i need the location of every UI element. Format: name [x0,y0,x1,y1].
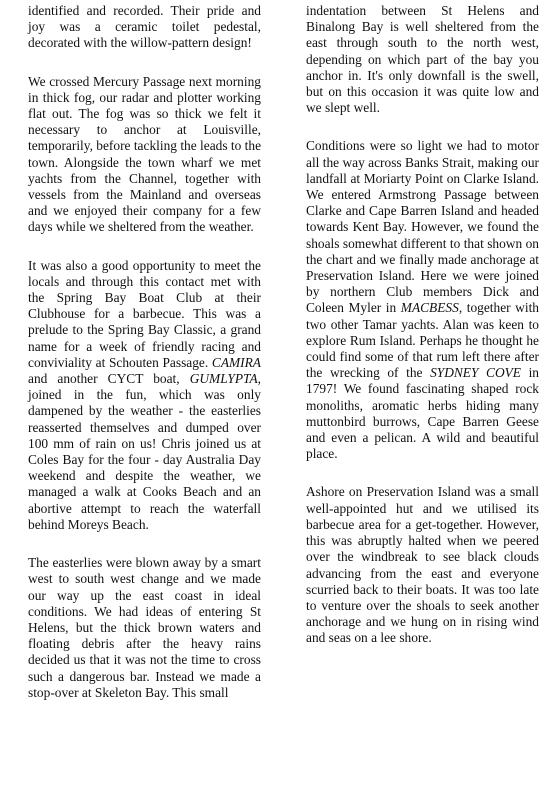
text-run: Conditions were so light we had to motor all the way across Banks Strait, making our landfall at Moriarty Point on Clarke Island. We entered Armstrong Passage between Clarke and Cape Barren Island and headed towards Kent Bay. However, we found the shoals somewhat different to that shown on the chart and we finally made anchorage at Preservation Island. Here we were joined by northern Club members Dick and Coleen Myler in [306,138,539,316]
text-run: Ashore on Preservation Island was a small well-appointed hut and we utilised its barbecue area for a get-together. However, this was abruptly halted when we peered over the windbreak to see black clouds advancing from the east and everyone scurried back to their boats. It was too late to venture over the shoals to seek another anchorage and we hung on in rising wind and seas on a lee shore. [306,484,539,646]
paragraph [28,3,261,52]
text-run: identified and recorded. Their pride and joy was a ceramic toilet pedestal, decorated with the willow-pattern design! [28,3,261,51]
text-run: in 1797! We found fascinating shaped rock monoliths, aromatic herbs hiding many muttonbird burrows, Cape Barren Geese and even a pelican. A wild and beautiful place. [306,365,539,462]
italic-name: MACBESS [400,300,459,316]
text-run: and another CYCT boat, [28,371,190,387]
text-run: , together with two other Tamar yachts. Alan was keen to explore Rum Island. Perhaps he thought he could find some of that rum left there after the wrecking of the [306,300,539,381]
paragraph [28,74,261,236]
italic-name: SYDNEY COVE [430,365,521,381]
paragraph [28,258,261,533]
paragraph [306,484,539,646]
paragraph [28,555,261,701]
text-run: indentation between St Helens and Binalong Bay is well sheltered from the east through south to the north west, depending on which part of the bay you anchor in. It's only downfall is the swell, but on this occasion it was quite low and we slept well. [306,3,539,116]
italic-name: GUMLYPTA [189,371,258,387]
text-run: It was also a good opportunity to meet the locals and through this contact met with the Spring Bay Boat Club at their Clubhouse for a barbecue. This was a prelude to the Spring Bay Classic, a grand name for a week of friendly racing and conviviality at Schouten Passage. [28,257,261,370]
paragraph [306,138,539,462]
text-run: We crossed Mercury Passage next morning in thick fog, our radar and plotter working flat out. The fog was so thick we felt it necessary to anchor at Louisville, temporarily, before tackling the leads to the town. Alongside the town wharf we met yachts from the Channel, together with vessels from the Mainland and overseas and we enjoyed their company for a few days while we sheltered from the weather. [28,73,262,235]
paragraph [306,3,539,116]
italic-name: CAMIRA [211,354,261,370]
text-run: The easterlies were blown away by a smart west to south west change and we made our way up the east coast in ideal conditions. We had ideas of entering St Helens, but the thick brown waters and floating debris after the heavy rains decided us that it was not the time to cross such a dangerous bar. Instead we made a stop-over at Skeleton Bay. This small [28,555,261,700]
right-column [306,3,539,647]
text-run: , joined in the fun, which was only dampened by the weather - the easterlies reasserted themselves and dumped over 100 mm of rain on us! Chris joined us at Coles Bay for the four - day Australia Day weekend and despite the weather, we managed a walk at Cooks Beach and an abortive attempt to reach the waterfall behind Moreys Beach. [28,371,261,532]
left-column [28,3,261,701]
